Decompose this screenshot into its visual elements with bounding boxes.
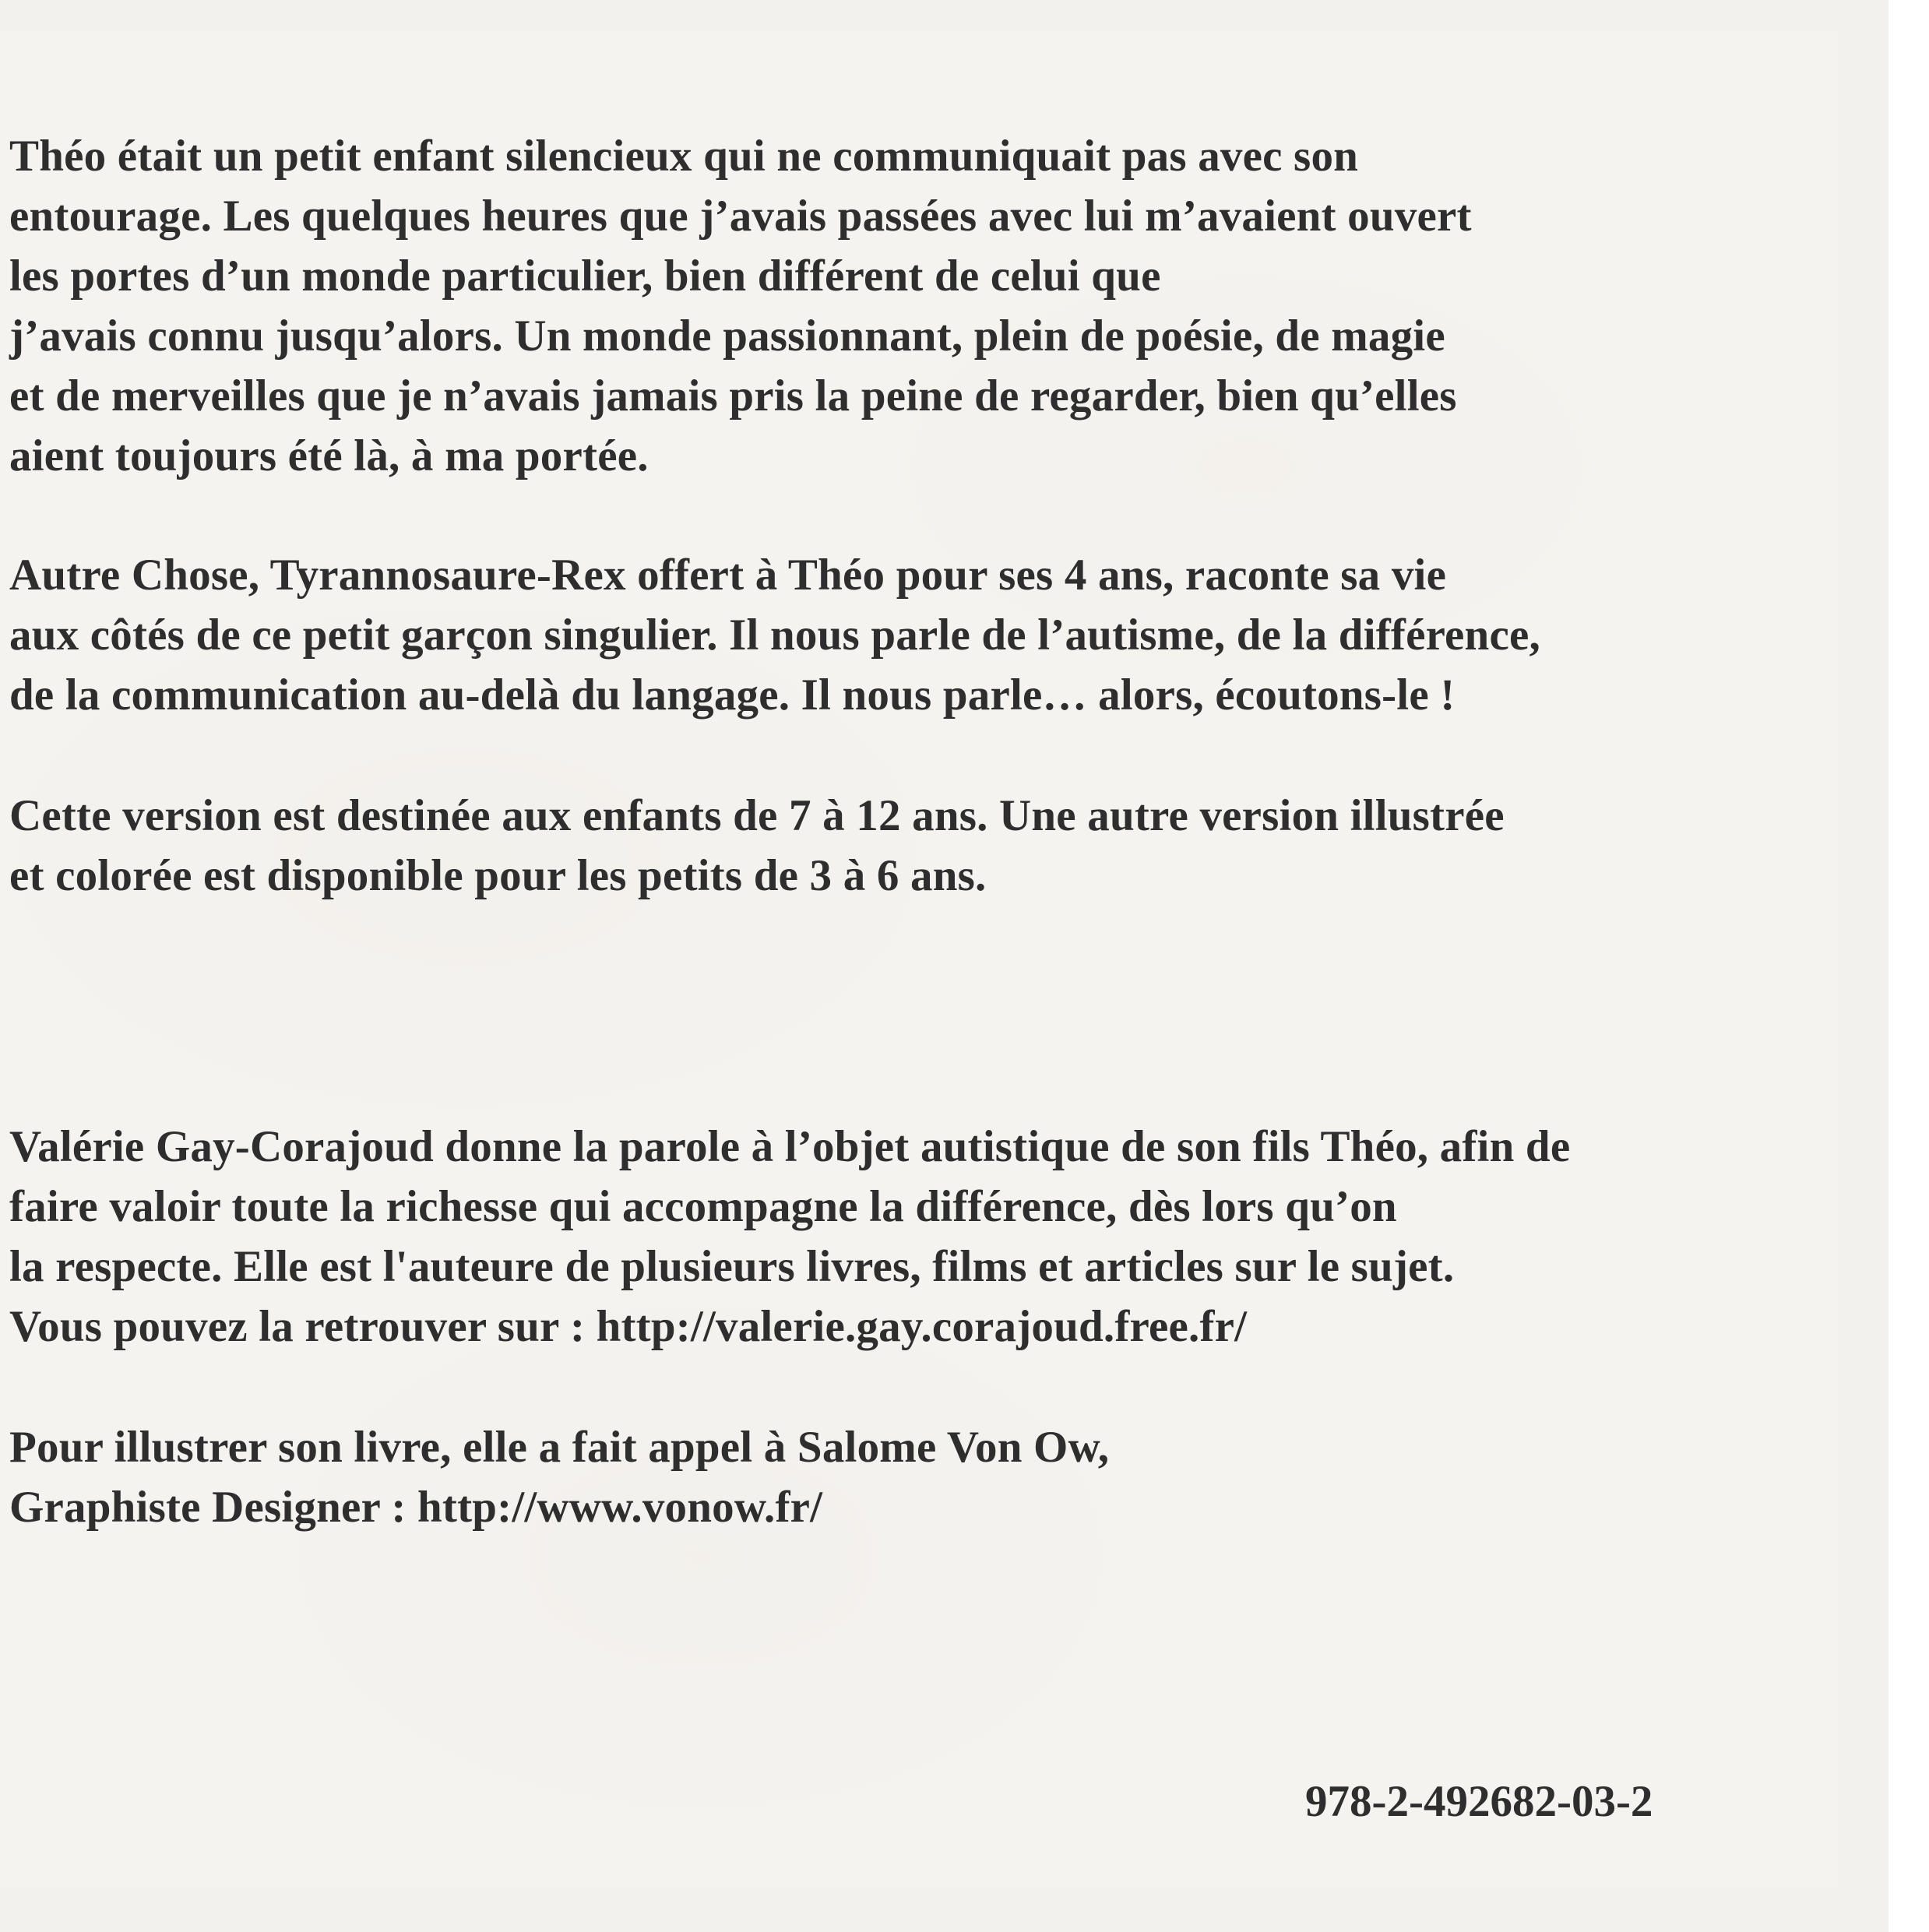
text-line: la respecte. Elle est l'auteure de plusieurs livres, films et articles sur le sujet. [9, 1242, 1455, 1291]
text-line: aient toujours été là, à ma portée. [9, 431, 649, 480]
paragraph-autre-chose [9, 545, 1540, 725]
text-line: Vous pouvez la retrouver sur : http://valerie.gay.corajoud.free.fr/ [9, 1302, 1248, 1351]
text-line: Théo était un petit enfant silencieux qui ne communiquait pas avec son [9, 132, 1359, 181]
paragraph-theo-intro [9, 126, 1472, 486]
text-line: faire valoir toute la richesse qui accompagne la différence, dès lors qu’on [9, 1182, 1397, 1231]
text-line: et colorée est disponible pour les petits de 3 à 6 ans. [9, 851, 987, 900]
text-line: Pour illustrer son livre, elle a fait appel à Salome Von Ow, [9, 1423, 1110, 1472]
paragraph-illustrator [9, 1417, 1109, 1537]
paragraph-age-range [9, 786, 1505, 906]
text-line: Graphiste Designer : http://www.vonow.fr/ [9, 1483, 823, 1532]
text-line: Cette version est destinée aux enfants de 7 à 12 ans. Une autre version illustrée [9, 791, 1505, 840]
text-line: les portes d’un monde particulier, bien différent de celui que [9, 252, 1161, 301]
text-line: Valérie Gay-Corajoud donne la parole à l’objet autistique de son fils Théo, afin de [9, 1122, 1571, 1171]
text-line: aux côtés de ce petit garçon singulier. Il nous parle de l’autisme, de la différence, [9, 611, 1540, 660]
isbn-number: 978-2-492682-03-2 [1305, 1777, 1653, 1826]
text-line: j’avais connu jusqu’alors. Un monde passionnant, plein de poésie, de magie [9, 311, 1445, 361]
text-line: de la communication au-delà du langage. Il nous parle… alors, écoutons-le ! [9, 670, 1456, 720]
paragraph-author-bio [9, 1117, 1570, 1357]
text-line: Autre Chose, Tyrannosaure-Rex offert à Théo pour ses 4 ans, raconte sa vie [9, 551, 1447, 600]
text-line: et de merveilles que je n’avais jamais pris la peine de regarder, bien qu’elles [9, 371, 1457, 421]
text-line: entourage. Les quelques heures que j’avais passées avec lui m’avaient ouvert [9, 192, 1472, 241]
